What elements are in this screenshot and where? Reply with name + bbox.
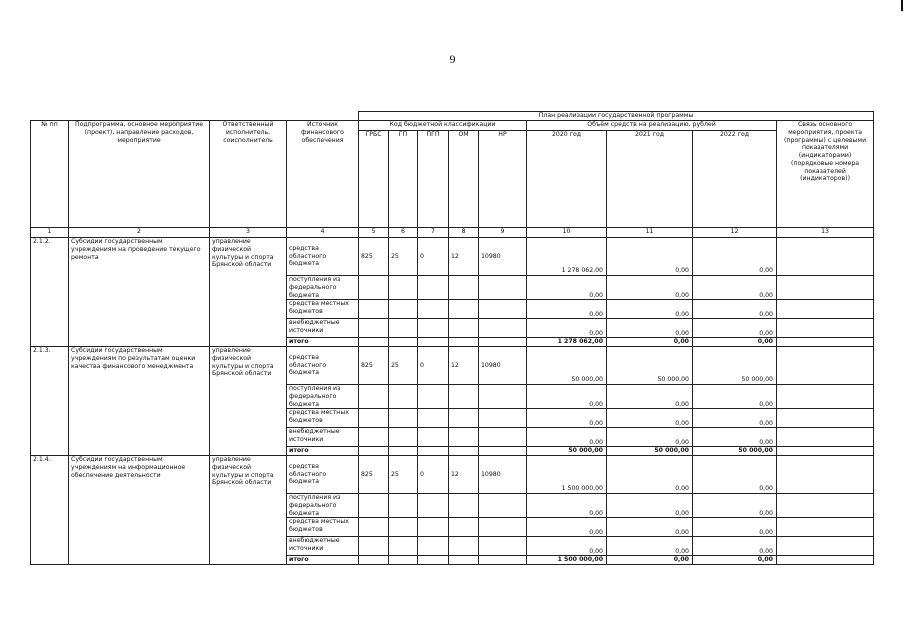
table-row <box>31 456 874 494</box>
item-number: 2.1.3. <box>31 347 69 456</box>
indicator-link <box>777 537 874 556</box>
indicator-link <box>777 447 874 456</box>
amount-2021: 0,00 <box>607 385 693 409</box>
table-title: План реализации государственной программы <box>359 112 874 121</box>
amount-2022: 0,00 <box>693 238 777 276</box>
item-number: 2.1.2. <box>31 238 69 347</box>
code-pgp <box>418 494 449 518</box>
amount-2020: 0,00 <box>527 300 607 319</box>
amount-2021: 0,00 <box>607 456 693 494</box>
header-num: № пп <box>31 121 69 228</box>
code-pgp <box>418 556 449 565</box>
funding-source: итого <box>287 447 359 456</box>
amount-2022: 0,00 <box>693 456 777 494</box>
amount-2022: 0,00 <box>693 385 777 409</box>
amount-2021: 0,00 <box>607 338 693 347</box>
indicator-link <box>777 456 874 494</box>
code-gp: 25 <box>389 238 418 276</box>
column-number: 3 <box>210 228 287 238</box>
amount-2020: 0,00 <box>527 428 607 447</box>
header-pgp: ПГП <box>418 131 449 228</box>
code-grbs <box>359 428 389 447</box>
header-2020: 2020 год <box>527 131 607 228</box>
code-pgp <box>418 409 449 428</box>
amount-2022: 0,00 <box>693 537 777 556</box>
amount-2021: 0,00 <box>607 518 693 537</box>
code-om <box>449 409 479 428</box>
code-grbs <box>359 319 389 338</box>
header-2022: 2022 год <box>693 131 777 228</box>
amount-2021: 0,00 <box>607 238 693 276</box>
header-link: Связь основного мероприятия, проекта (программы) с целевыми показателями (индикаторами) (порядковые номера показателей (индикаторов)) <box>777 121 874 228</box>
amount-2020: 1 500 000,00 <box>527 556 607 565</box>
indicator-link <box>777 428 874 447</box>
code-om <box>449 447 479 456</box>
header-nr: НР <box>479 131 527 228</box>
column-number: 12 <box>693 228 777 238</box>
amount-2021: 0,00 <box>607 428 693 447</box>
code-grbs <box>359 385 389 409</box>
indicator-link <box>777 385 874 409</box>
code-grbs <box>359 447 389 456</box>
indicator-link <box>777 494 874 518</box>
code-grbs <box>359 338 389 347</box>
column-number: 10 <box>527 228 607 238</box>
code-pgp <box>418 385 449 409</box>
item-name: Субсидии государственным учреждениям на проведение текущего ремонта <box>69 238 210 347</box>
code-om <box>449 494 479 518</box>
amount-2022: 0,00 <box>693 518 777 537</box>
amount-2021: 0,00 <box>607 537 693 556</box>
code-nr: 10980 <box>479 456 527 494</box>
code-grbs: 825 <box>359 347 389 385</box>
table-row <box>31 347 874 385</box>
code-nr <box>479 537 527 556</box>
column-number: 5 <box>359 228 389 238</box>
code-pgp: 0 <box>418 456 449 494</box>
code-gp <box>389 447 418 456</box>
code-gp <box>389 409 418 428</box>
item-name: Субсидии государственным учреждениям по результатам оценки качества финансового менеджмента <box>69 347 210 456</box>
funding-source: итого <box>287 556 359 565</box>
header-budget-code: Код бюджетной классификации <box>359 121 527 131</box>
indicator-link <box>777 338 874 347</box>
header-executor: Ответственный исполнитель, соисполнитель <box>210 121 287 228</box>
header-volume: Объём средств на реализацию, рублей <box>527 121 777 131</box>
code-nr <box>479 319 527 338</box>
column-number: 6 <box>389 228 418 238</box>
funding-source: средства областного бюджета <box>287 347 359 385</box>
amount-2022: 0,00 <box>693 300 777 319</box>
code-om <box>449 518 479 537</box>
code-gp <box>389 338 418 347</box>
code-om <box>449 537 479 556</box>
amount-2021: 0,00 <box>607 319 693 338</box>
column-number: 7 <box>418 228 449 238</box>
amount-2022: 0,00 <box>693 428 777 447</box>
code-nr: 10980 <box>479 347 527 385</box>
amount-2020: 0,00 <box>527 494 607 518</box>
amount-2020: 50 000,00 <box>527 347 607 385</box>
code-gp <box>389 518 418 537</box>
amount-2020: 0,00 <box>527 385 607 409</box>
column-number-row <box>31 228 874 238</box>
header-grbs: ГРБС <box>359 131 389 228</box>
amount-2022: 0,00 <box>693 276 777 300</box>
amount-2021: 0,00 <box>607 409 693 428</box>
code-gp <box>389 300 418 319</box>
amount-2022: 0,00 <box>693 494 777 518</box>
amount-2020: 0,00 <box>527 409 607 428</box>
funding-source: итого <box>287 338 359 347</box>
amount-2020: 1 500 000,00 <box>527 456 607 494</box>
page-number: 9 <box>449 52 456 66</box>
code-om <box>449 319 479 338</box>
amount-2022: 50 000,00 <box>693 347 777 385</box>
code-grbs: 825 <box>359 238 389 276</box>
indicator-link <box>777 276 874 300</box>
code-grbs <box>359 556 389 565</box>
indicator-link <box>777 556 874 565</box>
code-grbs <box>359 276 389 300</box>
item-executor: управление физической культуры и спорта Брянской области <box>210 347 287 456</box>
indicator-link <box>777 518 874 537</box>
code-gp <box>389 556 418 565</box>
column-number: 9 <box>479 228 527 238</box>
amount-2020: 0,00 <box>527 276 607 300</box>
funding-source: средства местных бюджетов <box>287 300 359 319</box>
code-om <box>449 300 479 319</box>
funding-source: средства областного бюджета <box>287 238 359 276</box>
amount-2022: 0,00 <box>693 319 777 338</box>
indicator-link <box>777 409 874 428</box>
code-pgp <box>418 537 449 556</box>
code-nr <box>479 385 527 409</box>
indicator-link <box>777 238 874 276</box>
code-gp: 25 <box>389 456 418 494</box>
code-om: 12 <box>449 456 479 494</box>
item-executor: управление физической культуры и спорта Брянской области <box>210 238 287 347</box>
code-nr <box>479 276 527 300</box>
column-number: 2 <box>69 228 210 238</box>
indicator-link <box>777 347 874 385</box>
code-om <box>449 428 479 447</box>
code-pgp <box>418 338 449 347</box>
code-nr <box>479 338 527 347</box>
amount-2021: 0,00 <box>607 494 693 518</box>
column-number: 4 <box>287 228 359 238</box>
amount-2020: 50 000,00 <box>527 447 607 456</box>
code-gp <box>389 537 418 556</box>
amount-2021: 50 000,00 <box>607 347 693 385</box>
indicator-link <box>777 319 874 338</box>
header-om: ОМ <box>449 131 479 228</box>
funding-source: средства областного бюджета <box>287 456 359 494</box>
code-pgp <box>418 518 449 537</box>
amount-2020: 0,00 <box>527 319 607 338</box>
code-nr <box>479 300 527 319</box>
code-om: 12 <box>449 238 479 276</box>
code-pgp: 0 <box>418 347 449 385</box>
title-spacer <box>31 112 359 121</box>
header-gp: ГП <box>389 131 418 228</box>
table-row <box>31 238 874 276</box>
code-pgp <box>418 300 449 319</box>
code-grbs <box>359 300 389 319</box>
code-pgp: 0 <box>418 238 449 276</box>
code-gp <box>389 385 418 409</box>
code-om <box>449 556 479 565</box>
code-om <box>449 276 479 300</box>
code-pgp <box>418 447 449 456</box>
column-number: 13 <box>777 228 874 238</box>
amount-2022: 0,00 <box>693 338 777 347</box>
amount-2022: 0,00 <box>693 409 777 428</box>
amount-2022: 0,00 <box>693 556 777 565</box>
code-grbs <box>359 409 389 428</box>
code-om: 12 <box>449 347 479 385</box>
amount-2020: 1 278 062,00 <box>527 338 607 347</box>
amount-2022: 50 000,00 <box>693 447 777 456</box>
item-executor: управление физической культуры и спорта Брянской области <box>210 456 287 565</box>
funding-source: поступления из федерального бюджета <box>287 276 359 300</box>
funding-source: средства местных бюджетов <box>287 518 359 537</box>
code-nr <box>479 518 527 537</box>
funding-source: внебюджетные источники <box>287 428 359 447</box>
code-pgp <box>418 319 449 338</box>
header-subprogram: Подпрограмма, основное мероприятие (проект), направление расходов, мероприятие <box>69 121 210 228</box>
code-gp <box>389 428 418 447</box>
code-grbs <box>359 537 389 556</box>
implementation-plan-table <box>30 111 874 565</box>
code-nr <box>479 556 527 565</box>
amount-2021: 50 000,00 <box>607 447 693 456</box>
column-number: 1 <box>31 228 69 238</box>
code-grbs <box>359 494 389 518</box>
code-om <box>449 385 479 409</box>
code-nr <box>479 447 527 456</box>
code-pgp <box>418 428 449 447</box>
code-gp: 25 <box>389 347 418 385</box>
code-nr: 10980 <box>479 238 527 276</box>
indicator-link <box>777 300 874 319</box>
amount-2020: 1 278 062,00 <box>527 238 607 276</box>
code-grbs <box>359 518 389 537</box>
funding-source: поступления из федерального бюджета <box>287 385 359 409</box>
code-grbs: 825 <box>359 456 389 494</box>
column-number: 11 <box>607 228 693 238</box>
header-2021: 2021 год <box>607 131 693 228</box>
funding-source: поступления из федерального бюджета <box>287 494 359 518</box>
code-nr <box>479 409 527 428</box>
item-name: Субсидии государственным учреждениям на информационное обеспечение деятельности <box>69 456 210 565</box>
code-nr <box>479 494 527 518</box>
page-edge-mark <box>901 0 903 11</box>
code-pgp <box>418 276 449 300</box>
amount-2020: 0,00 <box>527 537 607 556</box>
amount-2021: 0,00 <box>607 276 693 300</box>
funding-source: внебюджетные источники <box>287 537 359 556</box>
code-gp <box>389 276 418 300</box>
amount-2020: 0,00 <box>527 518 607 537</box>
amount-2021: 0,00 <box>607 300 693 319</box>
code-nr <box>479 428 527 447</box>
column-number: 8 <box>449 228 479 238</box>
code-om <box>449 338 479 347</box>
item-number: 2.1.4. <box>31 456 69 565</box>
funding-source: внебюджетные источники <box>287 319 359 338</box>
header-source: Источник финансового обеспечения <box>287 121 359 228</box>
code-gp <box>389 494 418 518</box>
funding-source: средства местных бюджетов <box>287 409 359 428</box>
amount-2021: 0,00 <box>607 556 693 565</box>
code-gp <box>389 319 418 338</box>
